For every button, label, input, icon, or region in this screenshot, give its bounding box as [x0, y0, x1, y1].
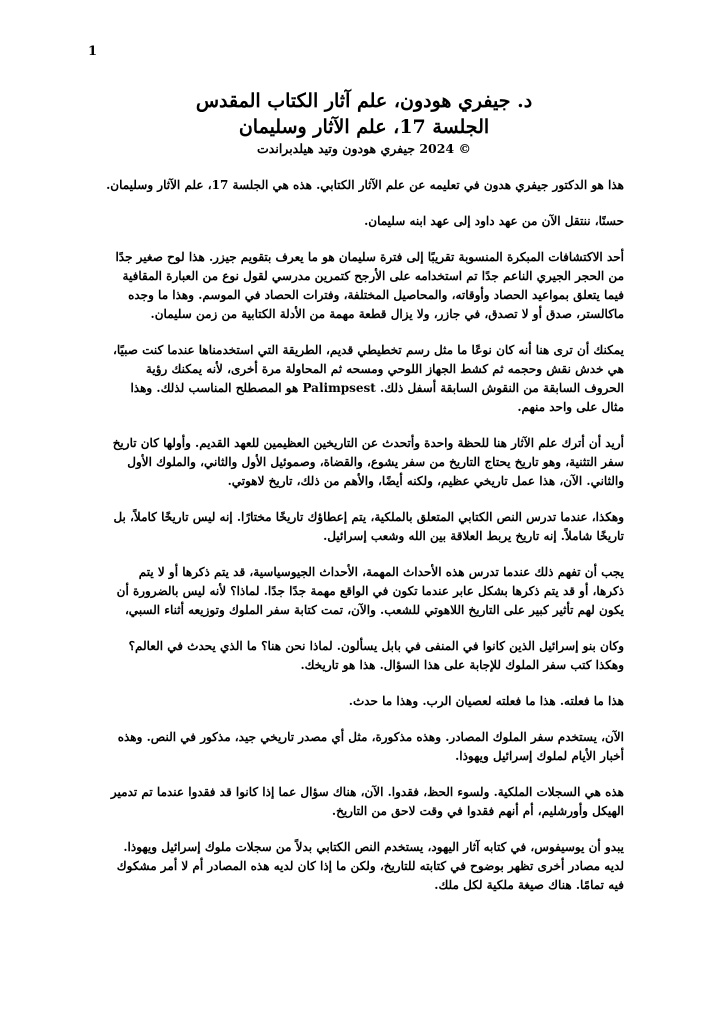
paragraph-8: وكان بنو إسرائيل الذين كانوا في المنفى في بابل يسألون. لماذا نحن هنا؟ ما الذي يحدث في العالم؟ وهكذا كتب سفر الملوك للإجابة على هذا السؤال. هذا هو تاريخك. [128, 639, 624, 672]
paragraph-11: هذه هي السجلات الملكية. ولسوء الحظ، فقدوا. الآن، هناك سؤال عما إذا كانوا قد فقدوا عندما تم تدمير الهيكل وأورشليم، أم أنهم فقدوا في وقت لاحق من التاريخ. [110, 785, 624, 818]
paragraph-3: أحد الاكتشافات المبكرة المنسوبة تقريبًا إلى فترة سليمان هو ما يعرف بتقويم جيزر. هذا لوح صغير جدًا من الحجر الجيري الناعم جدًا تم استخدامه على الأرجح كتمرين مدرسي لقول نوع من العبارة المقافية فيما يتعلق بمواعيد الحصاد وأوقاته، والمحاصيل المختلفة، وفترات الحصاد في الموسم. وهذا ما وجده ماكالستر، صدق أو لا تصدق، في جازر، ولا يزال قطعة مهمة من الأدلة الكتابية من زمن سليمان. [115, 250, 624, 321]
paragraph-7: يجب أن تفهم ذلك عندما تدرس هذه الأحداث المهمة، الأحداث الجيوسياسية، قد يتم ذكرها أو لا يتم ذكرها، أو قد يتم ذكرها بشكل عابر عندما تكون في الواقع مهمة جدًا جدًا. لماذا؟ لأنه ليس بالضرورة أن يكون لهم تأثير كبير على التاريخ اللاهوتي للشعب. والآن، تمت كتابة سفر الملوك وتوزيعه أثناء السبي، [116, 565, 624, 617]
paragraph-12: يبدو أن يوسيفوس، في كتابه آثار اليهود، يستخدم النص الكتابي بدلاً من سجلات ملوك إسرائيل ويهوذا. لديه مصادر أخرى تظهر بوضوح في كتابته للتاريخ، ولكن ما إذا كان لديه هذه المصادر أم لا أمر مشكوك فيه تمامًا. هناك صيغة ملكية لكل ملك. [116, 840, 624, 892]
paragraph-5: أريد أن أترك علم الآثار هنا للحظة واحدة وأتحدث عن التاريخين العظيمين للعهد القديم. وأولها كان تاريخ سفر التثنية، وهو تاريخ يحتاج التاريخ من سفر يشوع، والقضاة، وصموئيل الأول والثاني، والملوك الأول والثاني. الآن، هذا عمل تاريخي عظيم، ولكنه أيضًا، والأهم من ذلك، تاريخ لاهوتي. [112, 436, 624, 488]
copyright-line: © 2024 جيفري هودون وتيد هيلدبراندت [257, 141, 471, 156]
paragraph-6: وهكذا، عندما تدرس النص الكتابي المتعلق بالملكية، يتم إعطاؤك تاريخًا مختارًا. إنه ليس تاريخًا كاملاً، بل تاريخًا شاملاً. إنه تاريخ يربط العلاقة بين الله وشعب إسرائيل. [113, 510, 624, 543]
paragraph-9: هذا ما فعلته. هذا ما فعلته لعصيان الرب. وهذا ما حدث. [348, 694, 624, 708]
page-number: 1 [88, 44, 98, 59]
document-title: د. جيفري هودون، علم آثار الكتاب المقدس [195, 90, 533, 112]
document-body [104, 88, 624, 912]
title-block [104, 88, 624, 158]
session-title: الجلسة 17، علم الآثار وسليمان [238, 116, 490, 138]
paragraph-4: يمكنك أن ترى هنا أنه كان نوعًا ما مثل رسم تخطيطي قديم، الطريقة التي استخدمناها عندما كنت صبيًا، هي خدش نقش وحجمه ثم كشط الجهاز اللوحي ومسحه ثم المحاولة مرة أخرى، لأنه يمكنك رؤية الحروف السابقة من النقوش السابقة أسفل ذلك. Palimpsest هو المصطلح المناسب لذلك. وهذا مثال على واحد منهم. [113, 343, 624, 414]
paragraph-10: الآن، يستخدم سفر الملوك المصادر. وهذه مذكورة، مثل أي مصدر تاريخي جيد، مذكور في النص. وهذه أخبار الأيام لملوك إسرائيل ويهوذا. [117, 730, 624, 763]
paragraph-1: هذا هو الدكتور جيفري هدون في تعليمه عن علم الآثار الكتابي. هذه هي الجلسة 17، علم الآثار وسليمان. [106, 178, 624, 192]
paragraph-2: حسنًا، ننتقل الآن من عهد داود إلى عهد ابنه سليمان. [364, 214, 624, 228]
